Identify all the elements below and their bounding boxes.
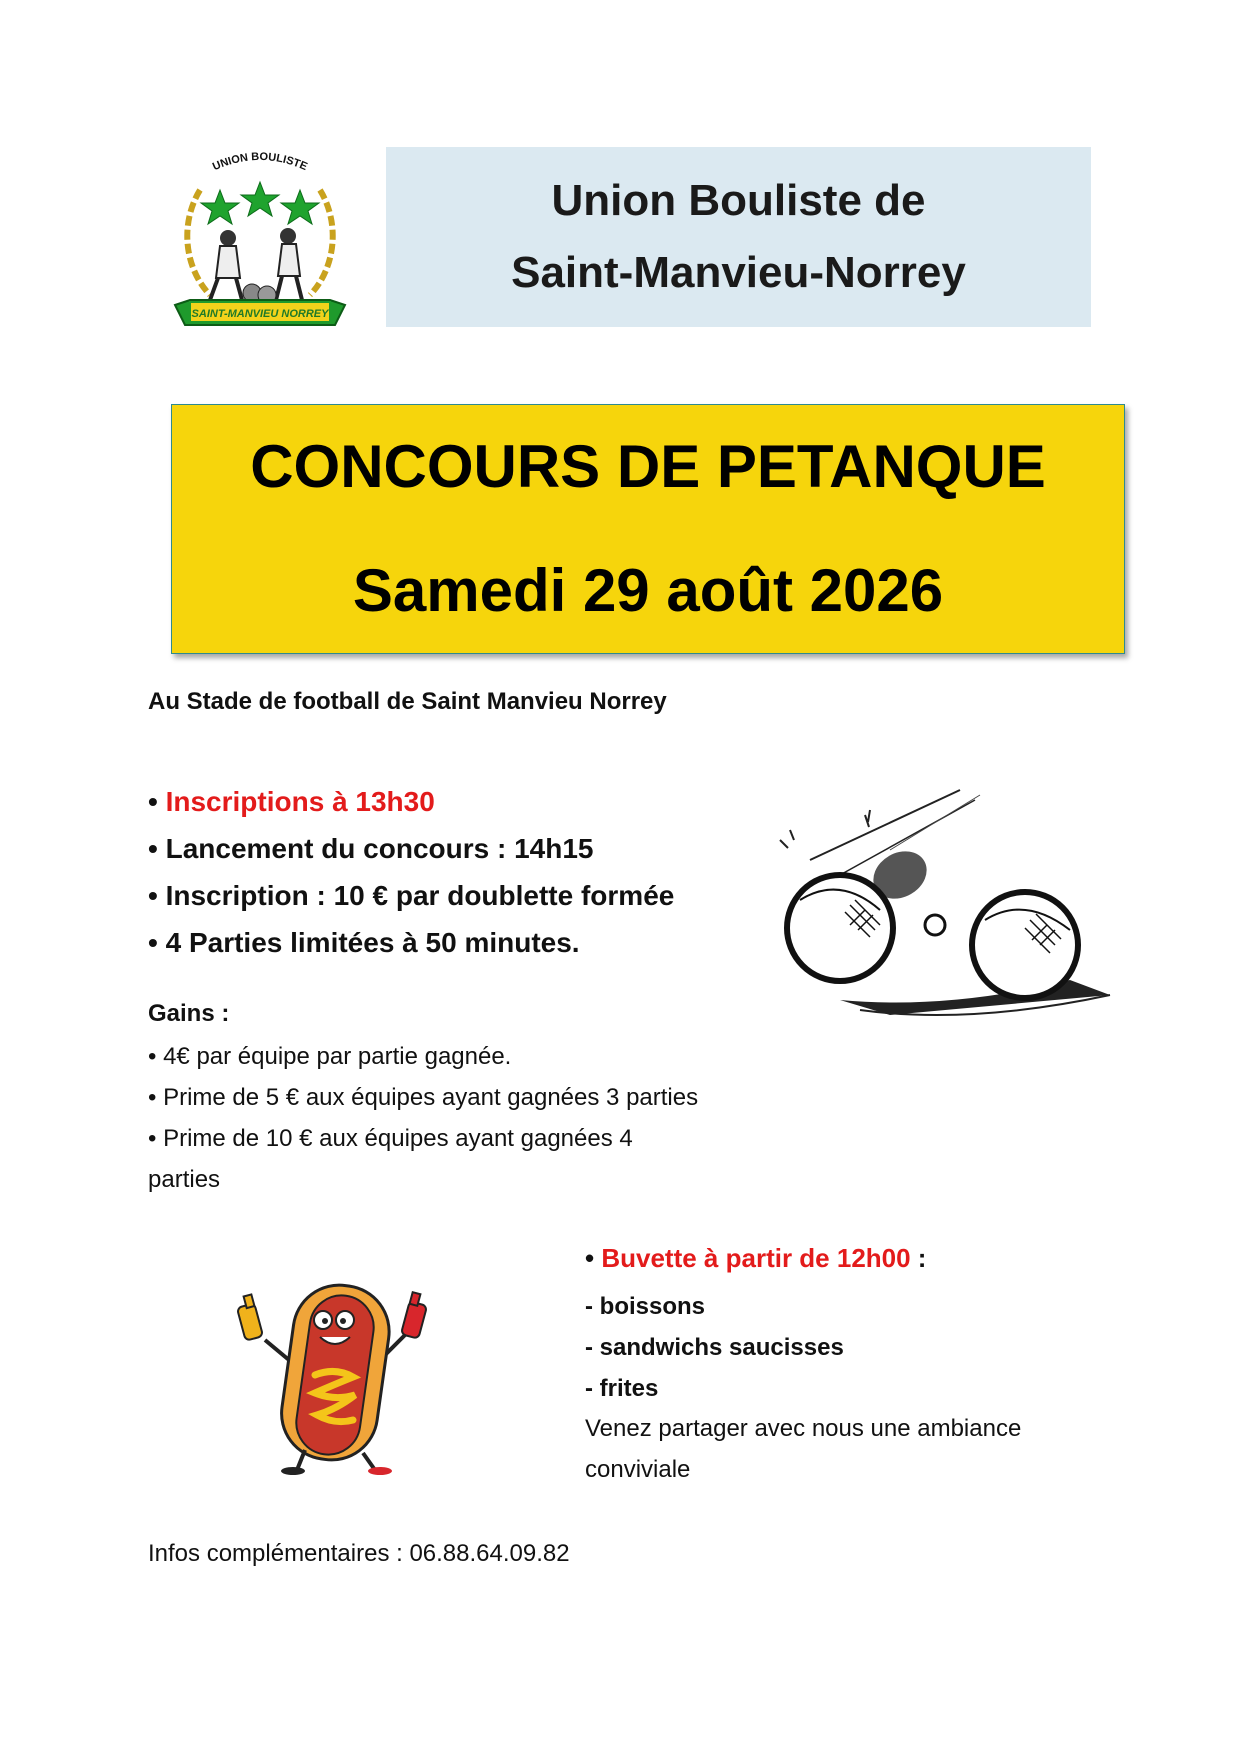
club-logo	[170, 150, 350, 340]
gains-item-continuation: parties	[148, 1166, 221, 1193]
contact-info: Infos complémentaires : 06.88.64.09.82	[148, 1540, 570, 1567]
logo-top-text: UNION BOULISTE	[210, 150, 310, 174]
list-item: • Prime de 5 € aux équipes ayant gagnées 3 parties	[148, 1084, 699, 1111]
list-item: • Inscription : 10 € par doublette formée	[148, 880, 675, 911]
hotdog-mascot-illustration	[235, 1275, 435, 1475]
petanque-balls-illustration	[770, 780, 1130, 1035]
buvette-heading: • Buvette à partir de 12h00 :	[585, 1243, 927, 1273]
schedule-item-games: 4 Parties limitées à 50 minutes.	[165, 927, 580, 958]
schedule-list	[148, 778, 674, 966]
schedule-item-registration-time: Inscriptions à 13h30	[165, 786, 435, 817]
club-name-line1: Union Bouliste de	[551, 176, 926, 225]
venue-text: Au Stade de football de Saint Manvieu Norrey	[148, 688, 667, 715]
event-title-box	[171, 404, 1125, 654]
list-item: - sandwichs saucisses	[585, 1334, 844, 1361]
list-item: • Prime de 10 € aux équipes ayant gagnées 4	[148, 1125, 633, 1152]
gains-item: Prime de 10 € aux équipes ayant gagnées 4	[163, 1125, 633, 1152]
list-item: - boissons	[585, 1293, 706, 1320]
list-item: • 4€ par équipe par partie gagnée.	[148, 1043, 512, 1070]
list-item: • Lancement du concours : 14h15	[148, 833, 594, 864]
gains-title: Gains :	[148, 1000, 230, 1027]
buvette-note: Venez partager avec nous une ambiance conviviale	[585, 1415, 1022, 1483]
schedule-item-fee: Inscription : 10 € par doublette formée	[165, 880, 675, 911]
list-item: - frites	[585, 1375, 659, 1402]
club-header	[386, 147, 1091, 327]
gains-item: Prime de 5 € aux équipes ayant gagnées 3 parties	[163, 1084, 699, 1111]
gains-list	[148, 1036, 698, 1200]
event-date: Samedi 29 août 2026	[352, 557, 944, 624]
gains-item: 4€ par équipe par partie gagnée.	[163, 1043, 512, 1070]
event-title: CONCOURS DE PETANQUE	[250, 433, 1046, 500]
svg-text:UNION BOULISTE	[211, 151, 309, 173]
list-item: • 4 Parties limitées à 50 minutes.	[148, 927, 580, 958]
list-item: • Inscriptions à 13h30	[148, 786, 435, 817]
buvette-menu	[585, 1286, 844, 1409]
buvette-label: Buvette à partir de 12h00	[601, 1243, 911, 1273]
logo-ribbon-text: SAINT-MANVIEU NORREY	[191, 308, 329, 320]
club-name-line2: Saint-Manvieu-Norrey	[511, 248, 966, 297]
schedule-item-start-time: Lancement du concours : 14h15	[165, 833, 594, 864]
